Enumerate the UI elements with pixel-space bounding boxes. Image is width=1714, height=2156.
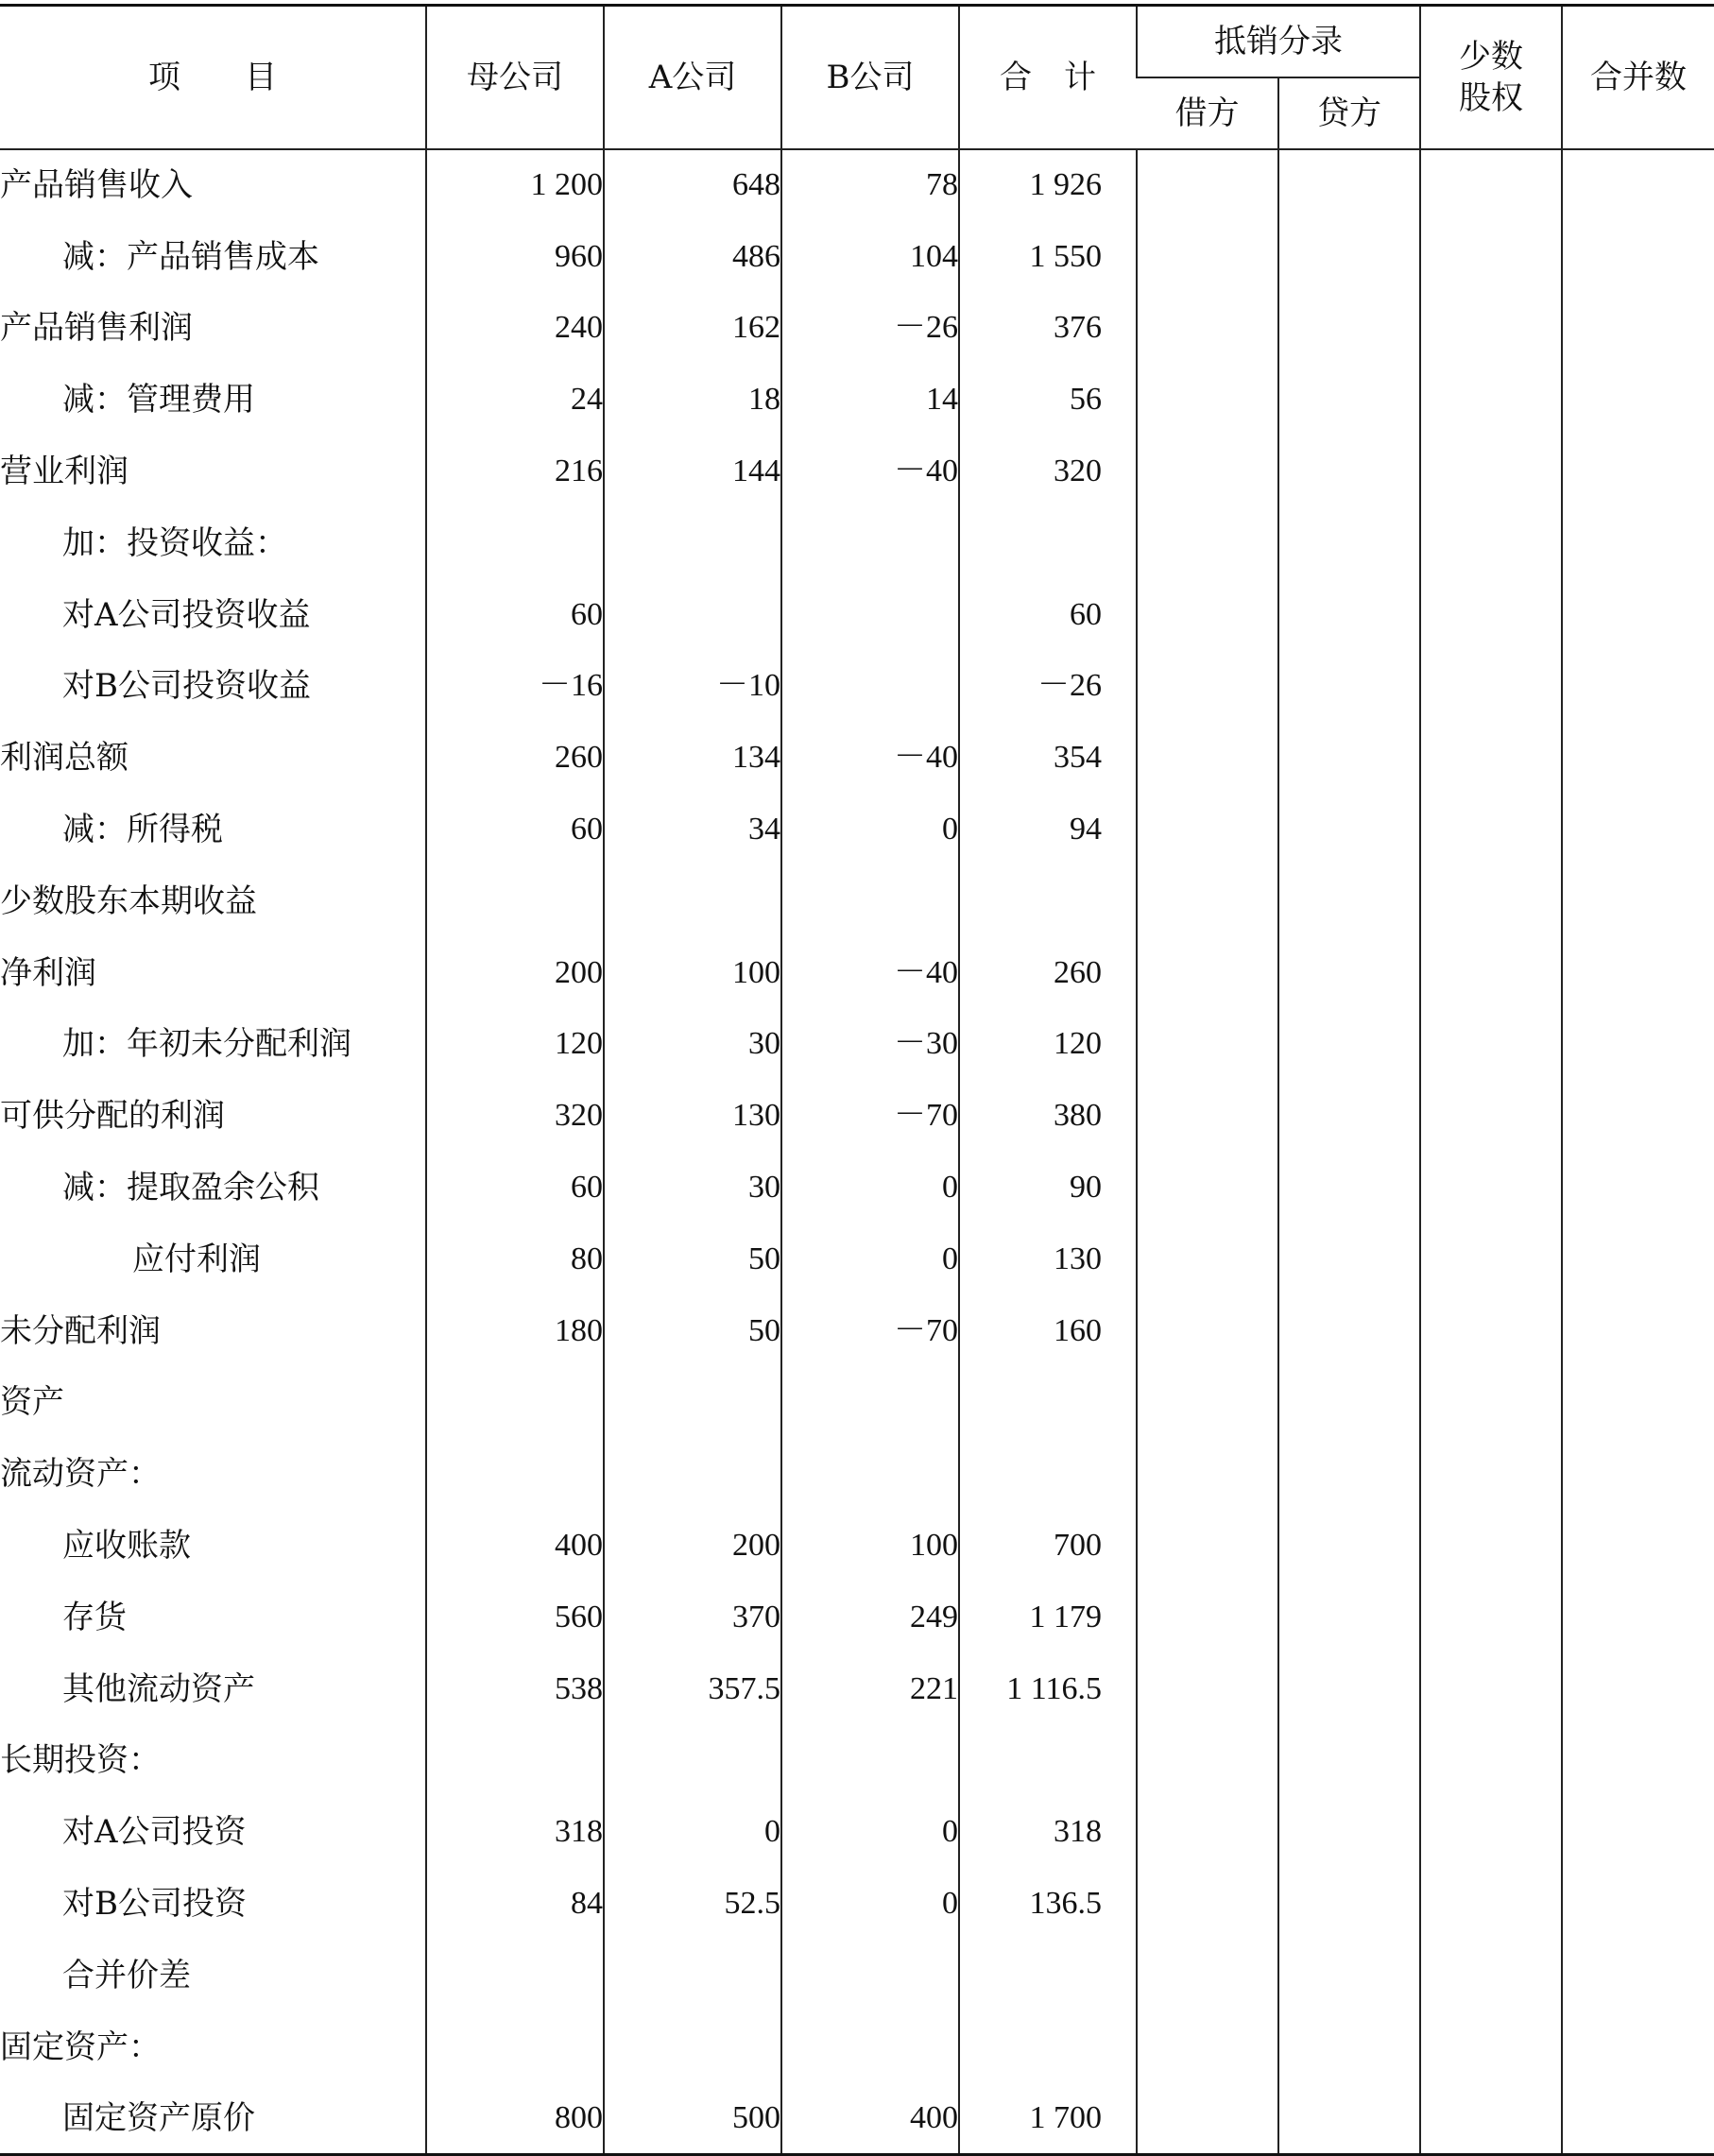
table-row [0,1725,1714,1797]
cell-parent-company: 260 [426,722,604,794]
cell-consolidated [1562,1295,1714,1367]
table-row [0,937,1714,1009]
row-item-label: 资产 [0,1383,64,1422]
table-row [0,364,1714,436]
cell-company-a [604,1940,781,2011]
cell-company-b: 400 [781,2083,959,2155]
cell-debit [1137,1582,1278,1653]
cell-company-b [781,2011,959,2083]
cell-parent-company: 240 [426,293,604,365]
table-row [0,722,1714,794]
cell-consolidated [1562,794,1714,865]
cell-minority-interest [1420,2083,1562,2155]
cell-credit [1278,364,1420,436]
table-row [0,579,1714,651]
cell-company-b [781,1367,959,1439]
cell-total [959,865,1137,937]
cell-company-a: 34 [604,794,781,865]
header-company-a: A公司 [604,6,781,150]
cell-consolidated [1562,579,1714,651]
header-company-b: B公司 [781,6,959,150]
cell-debit [1137,1653,1278,1725]
row-item-label: 未分配利润 [0,1311,161,1350]
table-row [0,221,1714,293]
cell-parent-company [426,1367,604,1439]
cell-company-a: 200 [604,1510,781,1582]
table-row [0,1940,1714,2011]
row-item-label: 应收账款 [62,1527,191,1566]
cell-debit [1137,1223,1278,1295]
cell-total: －26 [959,651,1137,723]
cell-consolidated [1562,865,1714,937]
cell-total: 120 [959,1009,1137,1081]
table-row [0,1510,1714,1582]
cell-debit [1137,794,1278,865]
cell-credit [1278,1868,1420,1940]
cell-debit [1137,865,1278,937]
cell-credit [1278,1796,1420,1868]
cell-minority-interest [1420,1009,1562,1081]
cell-minority-interest [1420,2011,1562,2083]
cell-minority-interest [1420,507,1562,579]
cell-company-a: 357.5 [604,1653,781,1725]
cell-company-b: 0 [781,1868,959,1940]
cell-company-a: 144 [604,436,781,507]
row-item-label: 流动资产： [0,1455,161,1494]
cell-total: 1 116.5 [959,1653,1137,1725]
table-row [0,1009,1714,1081]
cell-debit [1137,2083,1278,2155]
cell-company-b: 100 [781,1510,959,1582]
cell-consolidated [1562,2011,1714,2083]
cell-parent-company: 60 [426,1152,604,1223]
cell-debit [1137,2011,1278,2083]
cell-credit [1278,1510,1420,1582]
cell-company-b: 249 [781,1582,959,1653]
cell-minority-interest [1420,1223,1562,1295]
cell-debit [1137,221,1278,293]
row-item-label: 对A公司投资 [62,1813,247,1852]
cell-total: 56 [959,364,1137,436]
cell-credit [1278,1940,1420,2011]
cell-company-b: 0 [781,1223,959,1295]
cell-company-a [604,579,781,651]
cell-company-a: －10 [604,651,781,723]
cell-credit [1278,507,1420,579]
cell-credit [1278,722,1420,794]
cell-company-a: 50 [604,1295,781,1367]
cell-company-b: 0 [781,1796,959,1868]
cell-consolidated [1562,1868,1714,1940]
cell-minority-interest [1420,1510,1562,1582]
cell-company-b: 14 [781,364,959,436]
cell-credit [1278,1438,1420,1510]
cell-minority-interest [1420,1080,1562,1152]
row-item-label: 减：提取盈余公积 [62,1169,319,1207]
cell-consolidated [1562,221,1714,293]
table-header [0,6,1714,150]
row-item-label: 加：年初未分配利润 [62,1025,351,1064]
cell-total: 700 [959,1510,1137,1582]
cell-credit [1278,579,1420,651]
header-credit: 贷方 [1278,77,1420,149]
cell-parent-company: 24 [426,364,604,436]
cell-company-b: 104 [781,221,959,293]
cell-consolidated [1562,293,1714,365]
cell-company-a: 500 [604,2083,781,2155]
cell-consolidated [1562,1367,1714,1439]
row-item-label: 长期投资： [0,1741,161,1780]
cell-parent-company: 960 [426,221,604,293]
row-item-label: 存货 [62,1598,127,1636]
cell-total [959,1940,1137,2011]
cell-company-a [604,507,781,579]
table-row [0,865,1714,937]
cell-credit [1278,1295,1420,1367]
cell-parent-company [426,2011,604,2083]
row-item-label: 对A公司投资收益 [62,595,311,634]
cell-debit [1137,507,1278,579]
cell-parent-company: 216 [426,436,604,507]
cell-credit [1278,651,1420,723]
row-item-label: 减：产品销售成本 [62,237,319,276]
table-row [0,1868,1714,1940]
row-item-label: 产品销售利润 [0,309,193,348]
cell-company-b: －40 [781,937,959,1009]
table-row [0,1223,1714,1295]
cell-total: 1 926 [959,149,1137,221]
cell-total: 260 [959,937,1137,1009]
cell-minority-interest [1420,1725,1562,1797]
cell-minority-interest [1420,1868,1562,1940]
header-minority-interest-line2: 股权 [1459,79,1523,117]
cell-parent-company: 400 [426,1510,604,1582]
cell-company-b [781,579,959,651]
cell-parent-company: 800 [426,2083,604,2155]
cell-total: 94 [959,794,1137,865]
cell-credit [1278,221,1420,293]
table-row [0,436,1714,507]
cell-parent-company: 60 [426,579,604,651]
cell-parent-company: 80 [426,1223,604,1295]
header-item: 项 目 [0,6,426,150]
cell-company-a: 18 [604,364,781,436]
cell-consolidated [1562,1725,1714,1797]
cell-debit [1137,1295,1278,1367]
cell-credit [1278,436,1420,507]
cell-minority-interest [1420,579,1562,651]
cell-minority-interest [1420,364,1562,436]
table-row [0,1796,1714,1868]
cell-minority-interest [1420,865,1562,937]
table-row [0,2083,1714,2155]
cell-total [959,1438,1137,1510]
header-elimination-entries: 抵销分录 [1137,6,1420,78]
cell-parent-company: 560 [426,1582,604,1653]
cell-credit [1278,1223,1420,1295]
cell-total: 354 [959,722,1137,794]
cell-company-a: 30 [604,1009,781,1081]
row-item-label: 利润总额 [0,739,129,778]
cell-total [959,1367,1137,1439]
cell-company-a: 30 [604,1152,781,1223]
row-item-label: 减：管理费用 [62,381,255,419]
cell-company-b [781,865,959,937]
cell-minority-interest [1420,1295,1562,1367]
cell-debit [1137,1796,1278,1868]
cell-consolidated [1562,1653,1714,1725]
row-item-label: 少数股东本期收益 [0,881,257,920]
cell-minority-interest [1420,436,1562,507]
cell-consolidated [1562,651,1714,723]
row-item-label: 营业利润 [0,453,129,491]
cell-total: 376 [959,293,1137,365]
cell-debit [1137,579,1278,651]
cell-company-a: 370 [604,1582,781,1653]
cell-debit [1137,436,1278,507]
cell-company-b: －40 [781,722,959,794]
row-item-label: 固定资产： [0,2028,161,2066]
header-parent-company: 母公司 [426,6,604,150]
cell-total: 380 [959,1080,1137,1152]
cell-company-b [781,1438,959,1510]
cell-company-a: 130 [604,1080,781,1152]
table-row [0,507,1714,579]
table-row [0,2011,1714,2083]
cell-parent-company: 1 200 [426,149,604,221]
cell-parent-company: 538 [426,1653,604,1725]
cell-consolidated [1562,1080,1714,1152]
cell-parent-company [426,1438,604,1510]
cell-company-b: －70 [781,1295,959,1367]
cell-consolidated [1562,1940,1714,2011]
cell-total: 318 [959,1796,1137,1868]
cell-company-a: 52.5 [604,1868,781,1940]
table-row [0,149,1714,221]
row-item-label: 加：投资收益： [62,523,287,562]
cell-debit [1137,651,1278,723]
cell-company-b: 0 [781,794,959,865]
table-row [0,1367,1714,1439]
cell-debit [1137,293,1278,365]
cell-company-b [781,1940,959,2011]
cell-total [959,507,1137,579]
cell-company-b: 221 [781,1653,959,1725]
row-item-label: 可供分配的利润 [0,1097,225,1136]
cell-minority-interest [1420,1582,1562,1653]
row-item-label: 合并价差 [62,1956,191,1994]
cell-minority-interest [1420,293,1562,365]
table-row [0,651,1714,723]
cell-minority-interest [1420,149,1562,221]
cell-minority-interest [1420,1438,1562,1510]
cell-total: 160 [959,1295,1137,1367]
header-debit: 借方 [1137,77,1278,149]
cell-parent-company: 60 [426,794,604,865]
cell-total: 1 700 [959,2083,1137,2155]
cell-company-a [604,1438,781,1510]
row-item-label: 净利润 [0,953,96,992]
cell-company-b: －40 [781,436,959,507]
cell-debit [1137,1080,1278,1152]
table-row [0,1653,1714,1725]
cell-credit [1278,1582,1420,1653]
cell-consolidated [1562,1582,1714,1653]
cell-total [959,2011,1137,2083]
row-item-label: 应付利润 [132,1240,261,1278]
cell-parent-company: 200 [426,937,604,1009]
header-minority-interest-line1: 少数 [1459,37,1523,76]
table-row [0,1438,1714,1510]
cell-debit [1137,722,1278,794]
row-item-label: 其他流动资产 [62,1669,255,1708]
cell-company-a [604,2011,781,2083]
cell-company-a [604,1367,781,1439]
cell-debit [1137,1868,1278,1940]
table-row [0,1582,1714,1653]
cell-parent-company [426,865,604,937]
row-item-label: 减：所得税 [62,811,223,849]
cell-consolidated [1562,1796,1714,1868]
row-item-label: 对B公司投资收益 [62,667,311,706]
cell-minority-interest [1420,651,1562,723]
cell-parent-company: 318 [426,1796,604,1868]
cell-parent-company: －16 [426,651,604,723]
cell-credit [1278,293,1420,365]
cell-company-a [604,865,781,937]
cell-company-b: －70 [781,1080,959,1152]
cell-minority-interest [1420,1796,1562,1868]
cell-company-b: 78 [781,149,959,221]
cell-company-b [781,507,959,579]
cell-credit [1278,1152,1420,1223]
cell-debit [1137,1367,1278,1439]
cell-company-a [604,1725,781,1797]
cell-credit [1278,937,1420,1009]
cell-company-a: 50 [604,1223,781,1295]
cell-total: 90 [959,1152,1137,1223]
header-total: 合 计 [959,6,1137,150]
cell-debit [1137,1725,1278,1797]
cell-minority-interest [1420,1152,1562,1223]
consolidation-table [0,4,1714,2156]
cell-credit [1278,794,1420,865]
cell-debit [1137,364,1278,436]
table-body [0,149,1714,2154]
cell-consolidated [1562,507,1714,579]
cell-credit [1278,1009,1420,1081]
cell-consolidated [1562,149,1714,221]
cell-total [959,1725,1137,1797]
cell-consolidated [1562,937,1714,1009]
cell-credit [1278,865,1420,937]
table-row [0,1295,1714,1367]
cell-debit [1137,1152,1278,1223]
cell-debit [1137,1510,1278,1582]
cell-credit [1278,1080,1420,1152]
cell-credit [1278,2011,1420,2083]
cell-minority-interest [1420,1653,1562,1725]
cell-credit [1278,1367,1420,1439]
cell-consolidated [1562,1510,1714,1582]
cell-company-b: －26 [781,293,959,365]
table-row [0,1152,1714,1223]
cell-minority-interest [1420,722,1562,794]
cell-consolidated [1562,436,1714,507]
cell-minority-interest [1420,1940,1562,2011]
cell-minority-interest [1420,794,1562,865]
cell-debit [1137,1940,1278,2011]
cell-parent-company [426,507,604,579]
cell-total: 60 [959,579,1137,651]
cell-company-a: 486 [604,221,781,293]
cell-parent-company [426,1725,604,1797]
cell-company-b [781,651,959,723]
row-item-label: 产品销售收入 [0,166,193,205]
header-consolidated: 合并数 [1562,6,1714,150]
cell-total: 136.5 [959,1868,1137,1940]
cell-company-a: 100 [604,937,781,1009]
cell-company-a: 0 [604,1796,781,1868]
row-item-label: 固定资产原价 [0,2083,426,2155]
cell-credit [1278,2083,1420,2155]
cell-consolidated [1562,1438,1714,1510]
table-row [0,293,1714,365]
cell-debit [1137,1009,1278,1081]
cell-consolidated [1562,722,1714,794]
table-row [0,794,1714,865]
cell-total: 320 [959,436,1137,507]
cell-total: 1 179 [959,1582,1137,1653]
cell-company-a: 162 [604,293,781,365]
cell-credit [1278,1725,1420,1797]
cell-consolidated [1562,2083,1714,2155]
cell-minority-interest [1420,937,1562,1009]
cell-total: 130 [959,1223,1137,1295]
row-item-label: 对B公司投资 [62,1885,247,1924]
cell-company-a: 648 [604,149,781,221]
cell-company-b: 0 [781,1152,959,1223]
cell-minority-interest [1420,221,1562,293]
cell-parent-company [426,1940,604,2011]
cell-total: 1 550 [959,221,1137,293]
cell-consolidated [1562,1009,1714,1081]
cell-parent-company: 84 [426,1868,604,1940]
cell-credit [1278,149,1420,221]
cell-company-a: 134 [604,722,781,794]
cell-credit [1278,1653,1420,1725]
cell-minority-interest [1420,1367,1562,1439]
cell-debit [1137,149,1278,221]
cell-company-b: －30 [781,1009,959,1081]
cell-company-b [781,1725,959,1797]
header-minority-interest [1420,6,1562,150]
cell-consolidated [1562,364,1714,436]
cell-consolidated [1562,1223,1714,1295]
cell-debit [1137,1438,1278,1510]
cell-debit [1137,937,1278,1009]
table-row [0,1080,1714,1152]
cell-parent-company: 320 [426,1080,604,1152]
cell-parent-company: 180 [426,1295,604,1367]
cell-parent-company: 120 [426,1009,604,1081]
cell-consolidated [1562,1152,1714,1223]
